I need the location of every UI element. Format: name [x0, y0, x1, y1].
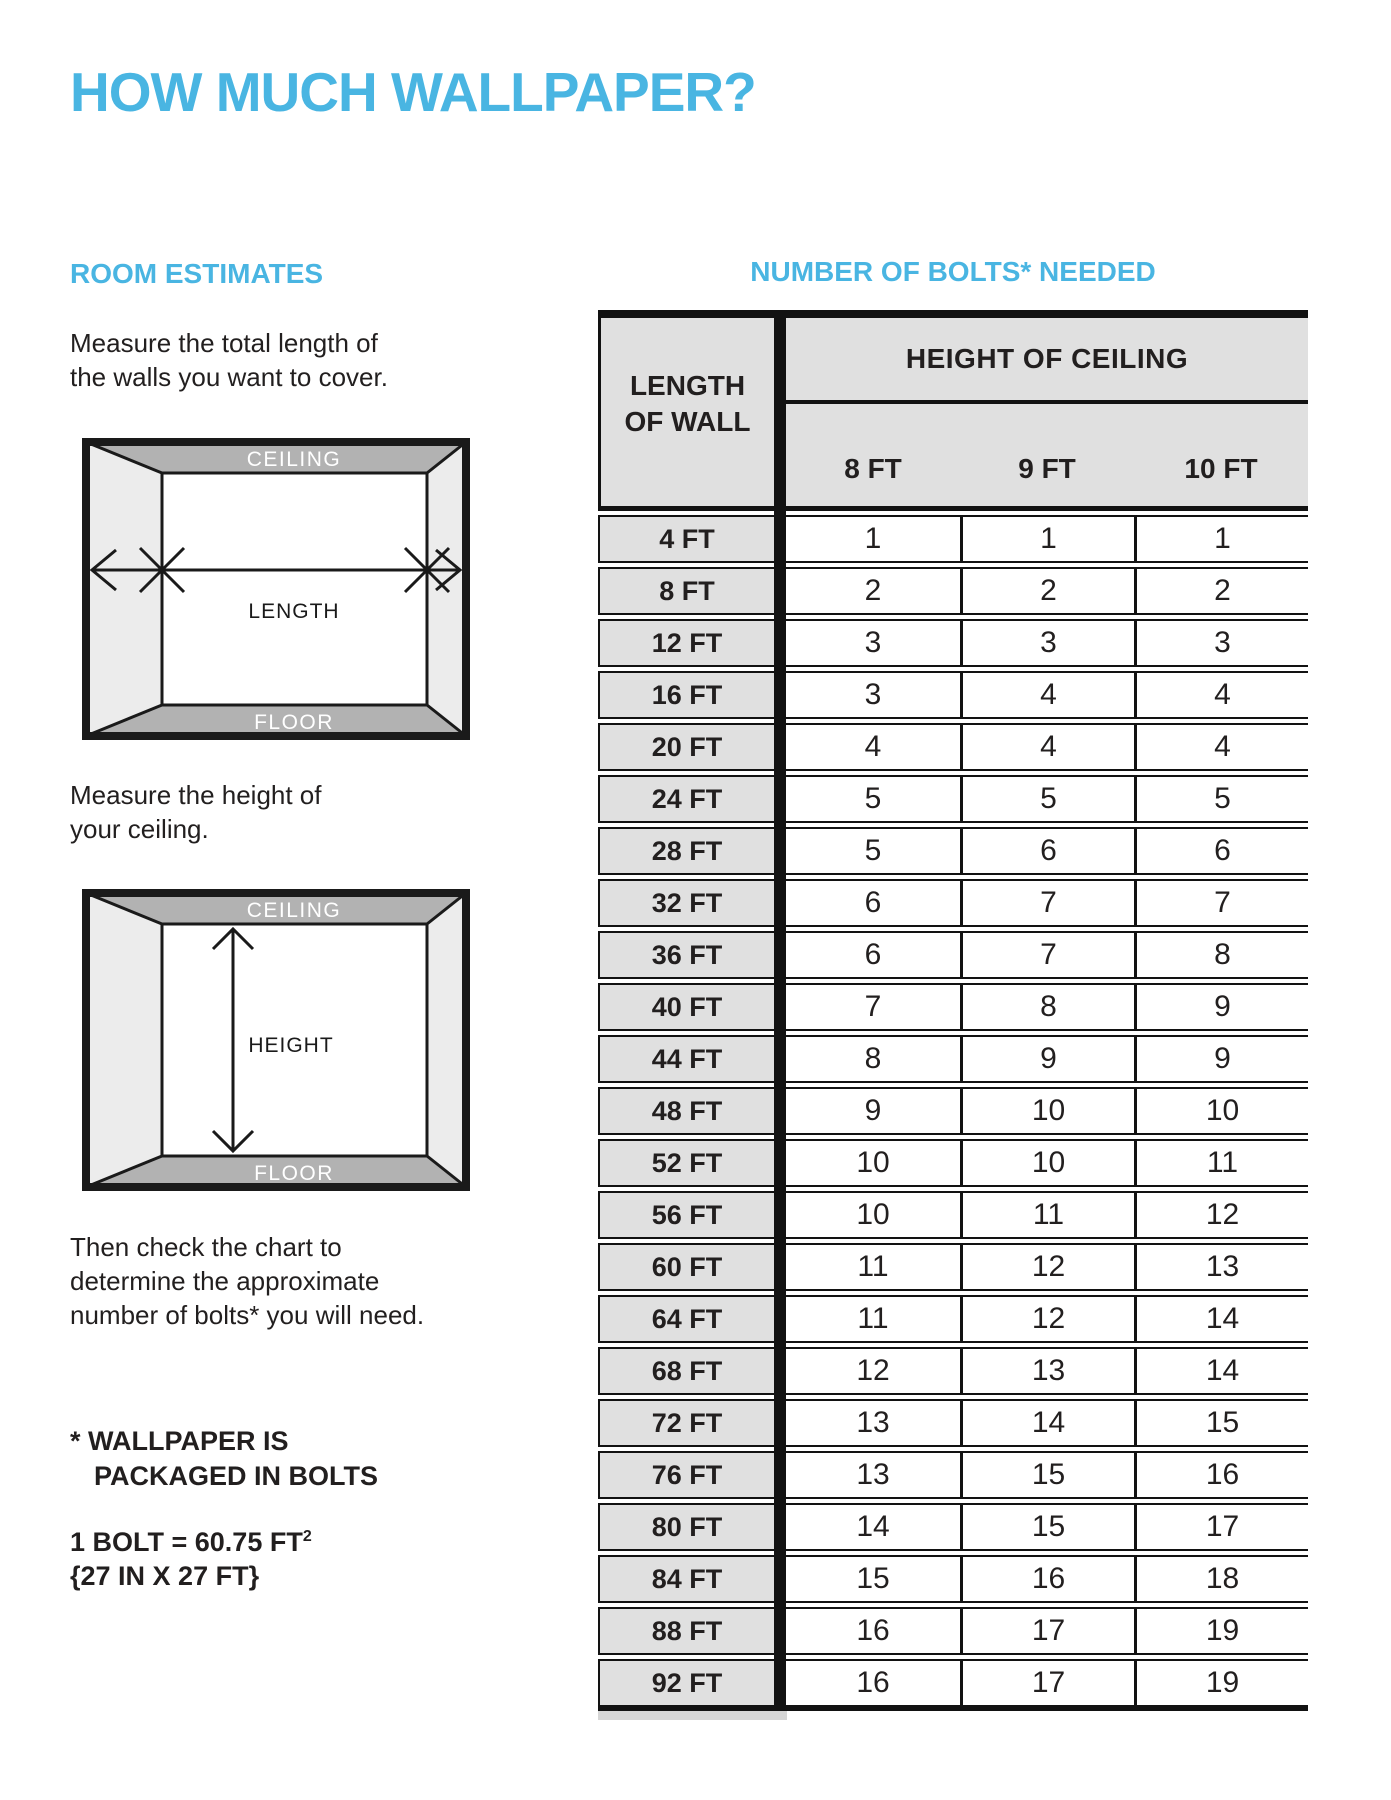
asterisk: * — [70, 1426, 81, 1456]
length-label: LENGTH — [248, 600, 340, 623]
bolt-count-cell: 16 — [960, 1555, 1134, 1603]
room-height-diagram — [82, 888, 470, 1192]
bolt-count-cell: 17 — [960, 1607, 1134, 1655]
bolt-count-cell: 19 — [1134, 1659, 1308, 1707]
table-bottom-sliver — [598, 1711, 787, 1720]
text-line: number of bolts* you will need. — [70, 1300, 425, 1330]
bolt-count-cell: 15 — [786, 1555, 960, 1603]
floor-label: FLOOR — [254, 1162, 334, 1185]
bolt-count-cell: 5 — [960, 775, 1134, 823]
table-row — [598, 1607, 1308, 1655]
bolt-count-cell: 8 — [1134, 931, 1308, 979]
table-row — [598, 723, 1308, 771]
bolts-table-heading: NUMBER OF BOLTS* NEEDED — [750, 256, 1156, 287]
bolt-count-cell: 6 — [786, 879, 960, 927]
bolt-count-cell: 3 — [960, 619, 1134, 667]
row-label: 40 FT — [598, 983, 774, 1031]
row-label: 52 FT — [598, 1139, 774, 1187]
bolt-count-cell: 12 — [960, 1243, 1134, 1291]
bolt-count-cell: 10 — [1134, 1087, 1308, 1135]
row-label: 24 FT — [598, 775, 774, 823]
table-row — [598, 1035, 1308, 1083]
check-chart-text — [70, 1230, 424, 1332]
bolt-count-cell: 9 — [786, 1087, 960, 1135]
room-length-diagram — [82, 438, 470, 740]
bolt-count-cell: 3 — [786, 619, 960, 667]
table-row — [598, 1347, 1308, 1395]
bolt-count-cell: 17 — [1134, 1503, 1308, 1551]
bolt-count-cell: 17 — [960, 1659, 1134, 1707]
height-label: HEIGHT — [248, 1034, 334, 1057]
table-row — [598, 931, 1308, 979]
bolt-count-cell: 15 — [960, 1503, 1134, 1551]
height-of-ceiling-header: HEIGHT OF CEILING — [786, 318, 1308, 404]
table-row — [598, 1399, 1308, 1447]
row-label: 60 FT — [598, 1243, 774, 1291]
row-label: 20 FT — [598, 723, 774, 771]
row-label: 72 FT — [598, 1399, 774, 1447]
measure-height-text — [70, 778, 322, 846]
table-row — [598, 983, 1308, 1031]
row-label: 64 FT — [598, 1295, 774, 1343]
table-row — [598, 1451, 1308, 1499]
text-line: Measure the total length of — [70, 328, 378, 358]
bolt-count-cell: 19 — [1134, 1607, 1308, 1655]
table-row — [598, 775, 1308, 823]
text-line: determine the approximate — [70, 1266, 380, 1296]
column-header-10ft: 10 FT — [1184, 453, 1258, 484]
table-row — [598, 879, 1308, 927]
footnote-line: WALLPAPER IS — [88, 1426, 289, 1456]
column-header-8ft: 8 FT — [844, 453, 902, 484]
bolt-count-cell: 14 — [1134, 1347, 1308, 1395]
table-body — [598, 515, 1308, 1711]
bolt-count-cell: 1 — [786, 515, 960, 563]
table-top-border — [598, 310, 1308, 318]
table-row — [598, 1191, 1308, 1239]
bolt-count-cell: 11 — [786, 1295, 960, 1343]
bolt-count-cell: 9 — [1134, 983, 1308, 1031]
table-row — [598, 1087, 1308, 1135]
bolt-count-cell: 3 — [786, 671, 960, 719]
text-line: Measure the height of — [70, 780, 322, 810]
bolt-count-cell: 10 — [960, 1139, 1134, 1187]
bolt-count-cell: 15 — [1134, 1399, 1308, 1447]
text-line: the walls you want to cover. — [70, 362, 388, 392]
bolt-count-cell: 1 — [960, 515, 1134, 563]
left-wall — [86, 893, 162, 1187]
bolt-count-cell: 8 — [960, 983, 1134, 1031]
bolt-count-cell: 4 — [1134, 671, 1308, 719]
row-label: 48 FT — [598, 1087, 774, 1135]
bolt-count-cell: 6 — [786, 931, 960, 979]
bolt-count-cell: 12 — [960, 1295, 1134, 1343]
bolt-count-cell: 11 — [786, 1243, 960, 1291]
bolt-count-cell: 6 — [960, 827, 1134, 875]
table-row — [598, 1555, 1308, 1603]
bolt-count-cell: 6 — [1134, 827, 1308, 875]
table-column-divider — [774, 310, 786, 1711]
table-row — [598, 1503, 1308, 1551]
header-line: LENGTH — [629, 370, 746, 401]
table-row — [598, 1243, 1308, 1291]
row-label: 84 FT — [598, 1555, 774, 1603]
bolt-count-cell: 7 — [1134, 879, 1308, 927]
bolt-count-cell: 8 — [786, 1035, 960, 1083]
bolt-count-cell: 10 — [786, 1191, 960, 1239]
text-line: Then check the chart to — [70, 1232, 342, 1262]
bolt-count-cell: 5 — [786, 775, 960, 823]
ceiling-label: CEILING — [246, 448, 342, 471]
bolt-count-cell: 4 — [960, 723, 1134, 771]
bolt-count-cell: 9 — [960, 1035, 1134, 1083]
bolt-size-info — [70, 1520, 312, 1593]
bolt-count-cell: 2 — [1134, 567, 1308, 615]
row-label: 44 FT — [598, 1035, 774, 1083]
row-label: 88 FT — [598, 1607, 774, 1655]
row-label: 32 FT — [598, 879, 774, 927]
wallpaper-bolts-footnote — [70, 1424, 378, 1494]
text-line: your ceiling. — [70, 814, 209, 844]
table-row — [598, 1295, 1308, 1343]
bolt-count-cell: 11 — [960, 1191, 1134, 1239]
bolt-count-cell: 14 — [1134, 1295, 1308, 1343]
table-row — [598, 827, 1308, 875]
bolt-count-cell: 7 — [960, 931, 1134, 979]
bolt-count-cell: 5 — [1134, 775, 1308, 823]
left-wall — [86, 442, 162, 736]
page-title: HOW MUCH WALLPAPER? — [70, 61, 756, 123]
bolt-dimensions: {27 IN X 27 FT} — [70, 1561, 260, 1591]
bolt-count-cell: 15 — [960, 1451, 1134, 1499]
bolt-count-cell: 13 — [960, 1347, 1134, 1395]
bolt-count-cell: 4 — [786, 723, 960, 771]
row-label: 56 FT — [598, 1191, 774, 1239]
row-label: 36 FT — [598, 931, 774, 979]
bolt-count-cell: 11 — [1134, 1139, 1308, 1187]
bolt-count-cell: 1 — [1134, 515, 1308, 563]
bolt-count-cell: 10 — [786, 1139, 960, 1187]
bolt-count-cell: 16 — [786, 1659, 960, 1707]
table-header-border — [598, 506, 1308, 511]
bolt-count-cell: 7 — [960, 879, 1134, 927]
bolt-count-cell: 12 — [1134, 1191, 1308, 1239]
bolt-count-cell: 7 — [786, 983, 960, 1031]
bolt-count-cell: 12 — [786, 1347, 960, 1395]
table-row — [598, 515, 1308, 563]
ceiling-height-columns — [786, 404, 1308, 506]
row-label: 80 FT — [598, 1503, 774, 1551]
bolt-count-cell: 13 — [786, 1451, 960, 1499]
footnote-line: PACKAGED IN BOLTS — [94, 1461, 379, 1491]
measure-length-text — [70, 326, 388, 394]
bolt-count-cell: 16 — [786, 1607, 960, 1655]
floor-label: FLOOR — [254, 711, 334, 734]
row-label: 16 FT — [598, 671, 774, 719]
table-row — [598, 619, 1308, 667]
ceiling-height-header-group — [786, 318, 1308, 506]
bolt-count-cell: 16 — [1134, 1451, 1308, 1499]
bolt-count-cell: 14 — [960, 1399, 1134, 1447]
bolt-count-cell: 5 — [786, 827, 960, 875]
header-line: OF WALL — [624, 406, 751, 437]
row-label: 4 FT — [598, 515, 774, 563]
superscript-2: 2 — [302, 1528, 312, 1545]
bolt-count-cell: 2 — [786, 567, 960, 615]
bolt-count-cell: 18 — [1134, 1555, 1308, 1603]
bolt-count-cell: 9 — [1134, 1035, 1308, 1083]
bolt-count-cell: 13 — [786, 1399, 960, 1447]
bolt-count-cell: 13 — [1134, 1243, 1308, 1291]
bolt-count-cell: 14 — [786, 1503, 960, 1551]
table-row — [598, 567, 1308, 615]
row-label: 8 FT — [598, 567, 774, 615]
row-label: 68 FT — [598, 1347, 774, 1395]
row-label: 92 FT — [598, 1659, 774, 1707]
right-wall — [427, 893, 466, 1187]
table-row — [598, 1659, 1308, 1707]
room-estimates-heading: ROOM ESTIMATES — [70, 258, 324, 289]
bolt-count-cell: 4 — [960, 671, 1134, 719]
row-label: 12 FT — [598, 619, 774, 667]
back-wall — [162, 473, 427, 705]
row-label: 76 FT — [598, 1451, 774, 1499]
table-row — [598, 1139, 1308, 1187]
column-header-9ft: 9 FT — [1018, 453, 1076, 484]
bolt-count-cell: 2 — [960, 567, 1134, 615]
row-label: 28 FT — [598, 827, 774, 875]
ceiling-label: CEILING — [246, 899, 342, 922]
length-of-wall-header — [598, 318, 774, 506]
table-row — [598, 671, 1308, 719]
bolt-count-cell: 3 — [1134, 619, 1308, 667]
bolt-count-cell: 4 — [1134, 723, 1308, 771]
bolt-count-cell: 10 — [960, 1087, 1134, 1135]
bolt-equation: 1 BOLT = 60.75 FT — [70, 1527, 303, 1557]
